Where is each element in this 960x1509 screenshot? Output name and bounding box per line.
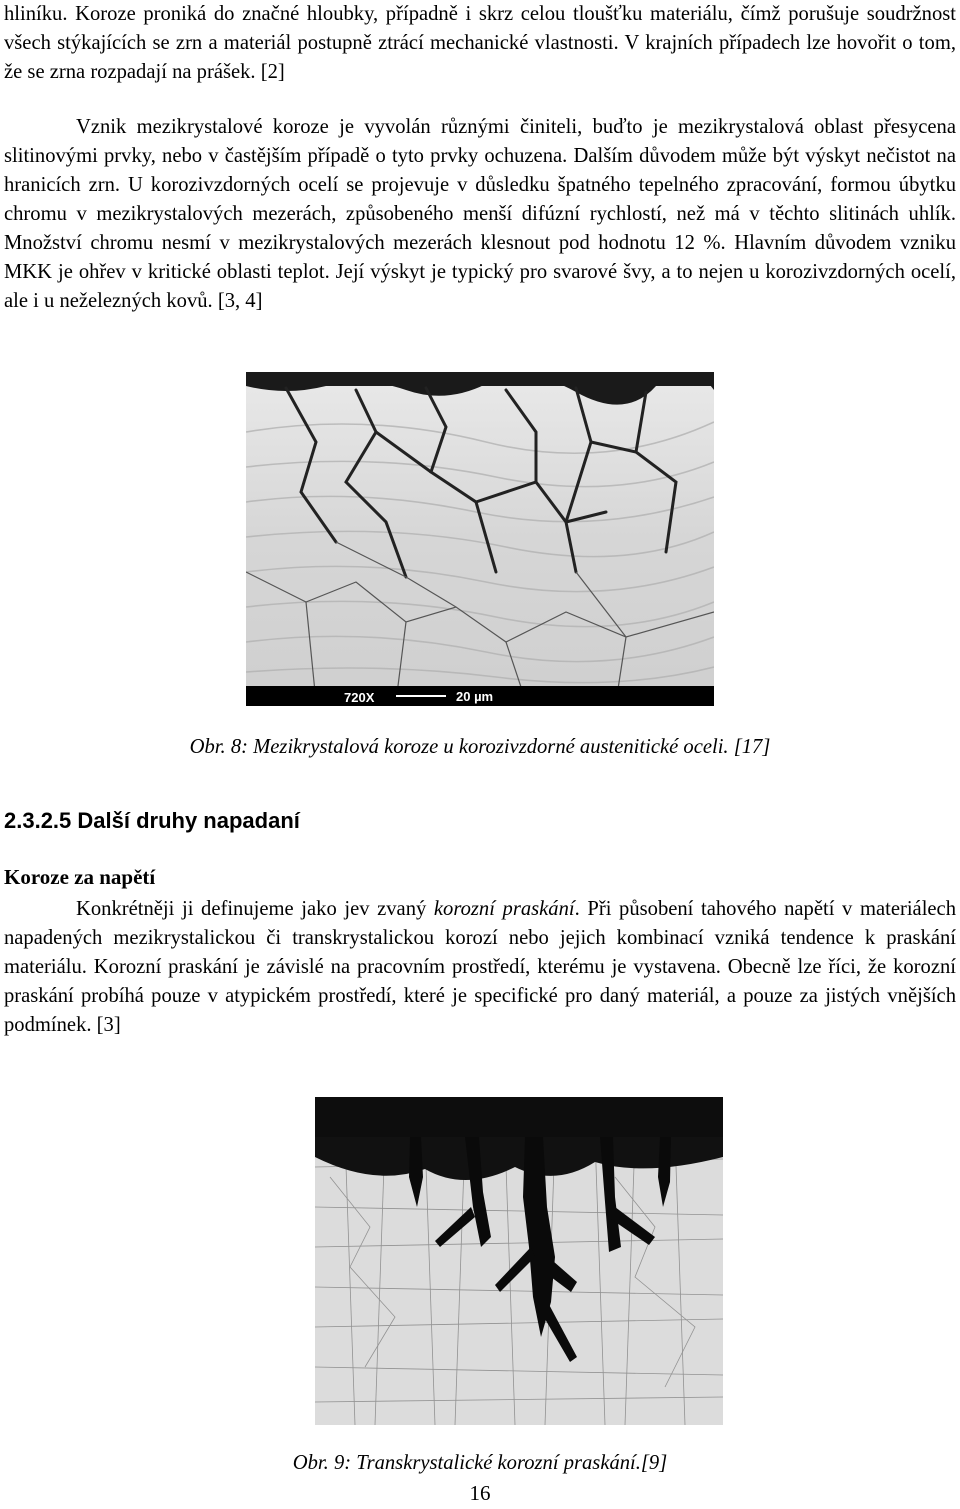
paragraph-stress-corrosion: [4, 895, 956, 1040]
intergranular-corrosion-micrograph: [246, 372, 714, 706]
paragraph-text: Konkrétněji ji definujeme jako jev zvaný: [76, 898, 434, 920]
emphasized-term: korozní praskání: [433, 898, 575, 920]
magnification-label: 720X: [344, 690, 375, 705]
paragraph-text: . Při působení tahového napětí v materiálech napadených mezikrystalickou či transkrystalickou korozí nebo jejich kombinací vzniká tendence k praskání materiálu. Korozní praskání je závislé na pracovním prostředí, kterému je vystavena. Obecně lze říci, že korozní praskání probíhá pouze v atypickém prostředí, které je specifické pro daný materiál, a pouze za jistých vnějších podmínek. [3]: [4, 898, 956, 1036]
paragraph-intergranular-effects: hliníku. Koroze proniká do značné hloubky, případně i skrz celou tloušťku materiálu, čímž porušuje soudržnost všech stýkajících se zrn a materiál postupně ztrácí mechanické vlastnosti. V krajních případech lze hovořit o tom, že se zrna rozpadají na prášek. [2]: [4, 3, 956, 83]
figure-8-caption: Obr. 8: Mezikrystalová koroze u korozivzdorné austenitické oceli. [17]: [189, 736, 771, 758]
section-heading: 2.3.2.5 Další druhy napadaní: [4, 808, 300, 833]
transcrystalline-cracking-micrograph: [315, 1097, 723, 1425]
figure-9-caption: Obr. 9: Transkrystalické korozní praskání.[9]: [292, 1452, 668, 1474]
page-number: 16: [469, 1481, 491, 1505]
scale-bar-label: 20 µm: [456, 689, 494, 704]
subsection-heading: Koroze za napětí: [4, 865, 156, 889]
paragraph-intergranular-causes: Vznik mezikrystalové koroze je vyvolán různými činiteli, buďto je mezikrystalová oblast přesycena slitinovými prvky, nebo v častějším případě o tyto prvky ochuzena. Dalším důvodem může být výskyt nečistot na hranicích zrn. U korozivzdorných ocelí se projevuje v důsledku špatného tepelného zpracování, formou úbytku chromu v mezikrystalových mezerách, způsobeného menší difúzní rychlostí, než má v těchto slitinách uhlík. Množství chromu nesmí v mezikrystalových mezerách klesnout pod hodnotu 12 %. Hlavním důvodem vzniku MKK je ohřev v kritické oblasti teplot. Její výskyt je typický pro svarové švy, a to nejen u korozivzdorných ocelí, ale i u neželezných kovů. [3, 4]: [4, 116, 956, 312]
